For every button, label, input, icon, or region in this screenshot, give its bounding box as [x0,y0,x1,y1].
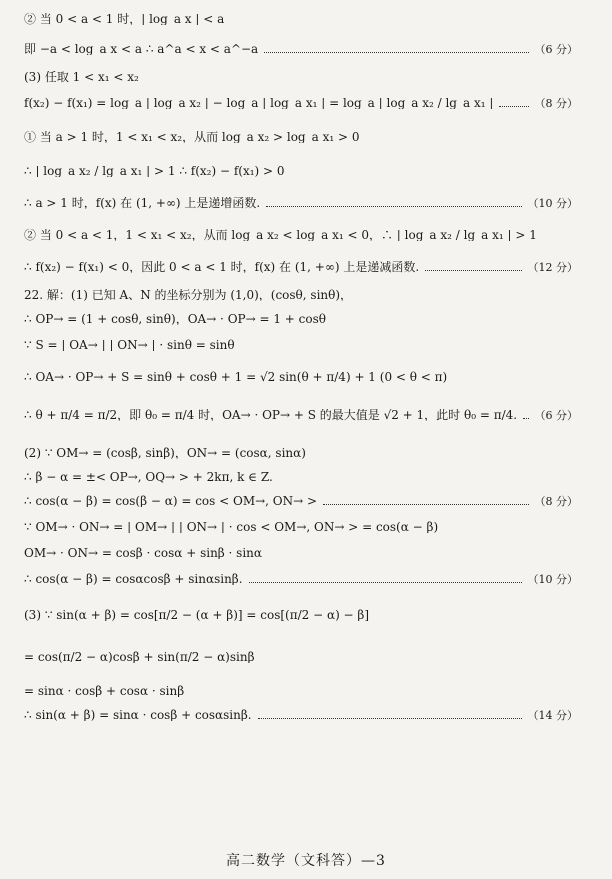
solution-text: ∴ OA→ · OP→ + S = sinθ + cosθ + 1 = √2 sin(θ + π/4) + 1 (0 < θ < π) [24,371,448,383]
solution-line [24,704,578,726]
solution-line [24,366,578,388]
score-mark: （12 分） [527,260,578,274]
dot-leader [258,717,522,719]
dot-leader [266,205,521,207]
solution-line [24,604,578,626]
solution-line [24,192,578,214]
solution-text: OM→ · ON→ = cosβ · cosα + sinβ · sinα [24,547,263,559]
solution-text: ∴ | log_a x₂ / lg_a x₁ | > 1 ∴ f(x₂) − f(x₁) > 0 [24,165,285,177]
dot-leader [523,417,528,419]
solution-text: ② 当 0 < a < 1 时，| log_a x | < a [24,13,225,25]
solution-line [24,680,578,702]
page-footer: 高二数学（文科答）—3 [226,853,386,869]
score-mark: （6 分） [534,42,578,56]
solution-text: ② 当 0 < a < 1，1 < x₁ < x₂，从而 log_a x₂ < log_a x₁ < 0，∴ | log_a x₂ / lg_a x₁ | > 1 [24,229,537,241]
solution-line [24,8,578,30]
solution-line [24,334,578,356]
solution-text: (2) ∵ OM→ = (cosβ, sinβ)，ON→ = (cosα, sinα) [24,447,306,459]
solution-text: (3) 任取 1 < x₁ < x₂ [24,71,139,83]
solution-text: ∴ OP→ = (1 + cosθ, sinθ)，OA→ · OP→ = 1 + cosθ [24,313,326,325]
solution-text: ∴ cos(α − β) = cos(β − α) = cos < OM→, ON→ > [24,495,318,507]
solution-line [24,466,578,488]
solution-line [24,404,578,426]
solution-text: = sinα · cosβ + cosα · sinβ [24,685,185,697]
score-mark: （8 分） [534,96,578,110]
solution-line [24,490,578,512]
solution-text: (3) ∵ sin(α + β) = cos[π/2 − (α + β)] = cos[(π/2 − α) − β] [24,609,370,621]
solution-line [24,568,578,590]
solution-line [24,38,578,60]
score-mark: （10 分） [527,196,578,210]
solution-line [24,308,578,330]
solution-line [24,442,578,464]
solution-text: ① 当 a > 1 时，1 < x₁ < x₂，从而 log_a x₂ > log_a x₁ > 0 [24,131,360,143]
solution-line [24,224,578,246]
solution-text: = cos(π/2 − α)cosβ + sin(π/2 − α)sinβ [24,651,255,663]
score-mark: （6 分） [534,408,578,422]
solution-line [24,126,578,148]
dot-leader [249,581,522,583]
solution-line [24,542,578,564]
solution-line [24,284,578,306]
solution-text: ∴ sin(α + β) = sinα · cosβ + cosαsinβ. [24,709,252,721]
dot-leader [425,269,521,271]
score-mark: （8 分） [534,494,578,508]
solution-text: ∵ OM→ · ON→ = | OM→ | | ON→ | · cos < OM→, ON→ > = cos(α − β) [24,521,439,533]
solution-text: ∴ f(x₂) − f(x₁) < 0，因此 0 < a < 1 时，f(x) 在 (1, +∞) 上是递减函数. [24,261,420,273]
solution-line [24,256,578,278]
dot-leader [499,105,528,107]
solution-text: ∴ θ + π/4 = π/2，即 θ₀ = π/4 时，OA→ · OP→ + S 的最大值是 √2 + 1，此时 θ₀ = π/4. [24,409,518,421]
solution-line [24,516,578,538]
solution-text: f(x₂) − f(x₁) = log_a | log_a x₂ | − log_a | log_a x₁ | = log_a | log_a x₂ / lg_a x₁ | [24,97,494,109]
solution-line [24,646,578,668]
solution-text: 22. 解：(1) 已知 A、N 的坐标分别为 (1,0)，(cosθ, sinθ)， [24,289,353,301]
solution-line [24,160,578,182]
solution-line [24,66,578,88]
solution-text: ∴ cos(α − β) = cosαcosβ + sinαsinβ. [24,573,243,585]
dot-leader [323,503,528,505]
score-mark: （14 分） [527,708,578,722]
dot-leader [264,51,528,53]
solution-text: ∴ a > 1 时，f(x) 在 (1, +∞) 上是递增函数. [24,197,261,209]
score-mark: （10 分） [527,572,578,586]
solution-text: 即 −a < log_a x < a ∴ a^a < x < a^−a [24,43,259,55]
solution-text: ∴ β − α = ±< OP→, OQ→ > + 2kπ, k ∈ Z. [24,471,273,483]
solution-text: ∵ S = | OA→ | | ON→ | · sinθ = sinθ [24,339,235,351]
solution-line [24,92,578,114]
